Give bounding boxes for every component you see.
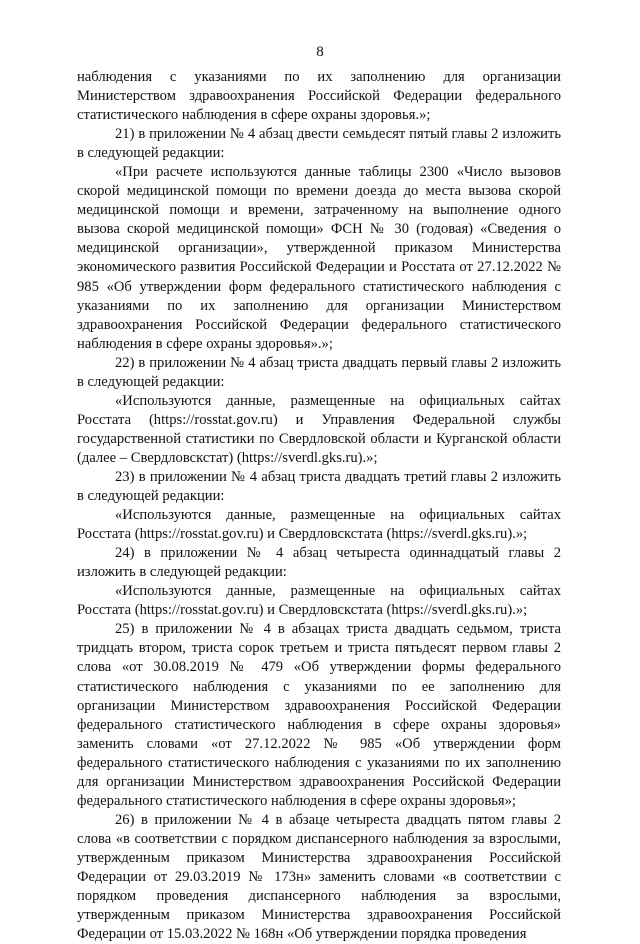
paragraph-quote-23: «Используются данные, размещенные на официальных сайтах Росстата (https://rosstat.gov.ru) и Свердловскстата (https://sverdl.gks.ru).»; xyxy=(77,507,561,543)
paragraph-item-25: 25) в приложении № 4 в абзацах триста двадцать седьмом, триста тридцать втором, триста сорок третьем и триста пятьдесят первом главы 2 слова «от 30.08.2019 № 479 «Об утверждении формы федерального статистического наблюдения с указаниями по ее заполнению для организации Министерством здравоохранения Российской Федерации федерального статистического наблюдения в сфере охраны здоровья» заменить словами «от 27.12.2022 № 985 «Об утверждении форм федерального статистического наблюдения с указаниями по их заполнению для организации Министерством здравоохранения Российской Федерации федерального статистического наблюдения в сфере охраны здоровья»; xyxy=(77,621,561,809)
paragraph-continuation: наблюдения с указаниями по их заполнению для организации Министерством здравоохранения Российской Федерации федерального статистического наблюдения в сфере охраны здоровья.»; xyxy=(77,69,561,124)
paragraph-item-24: 24) в приложении № 4 абзац четыреста одиннадцатый главы 2 изложить в следующей редакции: xyxy=(77,545,561,581)
paragraph-quote-21: «При расчете используются данные таблицы 2300 «Число вызовов скорой медицинской помощи по времени доезда до места вызова скорой медицинской помощи и времени, затраченному на выполнение одного вызова скорой медицинской помощи» ФСН № 30 (годовая) «Сведения о медицинской организации», утвержденной приказом Министерства экономического развития Российской Федерации и Росстата от 27.12.2022 № 985 «Об утверждении форм федерального статистического наблюдения с указаниями по их заполнению для организации Министерством здравоохранения Российской Федерации федерального статистического наблюдения в сфере охраны здоровья».»; xyxy=(77,164,561,352)
document-body xyxy=(77,68,561,944)
paragraph-quote-22: «Используются данные, размещенные на официальных сайтах Росстата (https://rosstat.gov.ru) и Управления Федеральной службы государственной статистики по Свердловской области и Курганской области (далее – Свердловскстат) (https://sverdl.gks.ru).»; xyxy=(77,392,561,466)
paragraph-item-21: 21) в приложении № 4 абзац двести семьдесят пятый главы 2 изложить в следующей редакции: xyxy=(77,126,561,162)
page-number: 8 xyxy=(316,44,324,60)
paragraph-item-22: 22) в приложении № 4 абзац триста двадцать первый главы 2 изложить в следующей редакции: xyxy=(77,354,561,390)
paragraph-quote-24: «Используются данные, размещенные на официальных сайтах Росстата (https://rosstat.gov.ru) и Свердловскстата (https://sverdl.gks.ru).»; xyxy=(77,583,561,619)
paragraph-item-26: 26) в приложении № 4 в абзаце четыреста двадцать пятом главы 2 слова «в соответствии с порядком диспансерного наблюдения за взрослыми, утвержденным приказом Министерства здравоохранения Российской Федерации от 29.03.2019 № 173н» заменить словами «в соответствии с порядком проведения диспансерного наблюдения за взрослыми, утвержденным приказом Министерства здравоохранения Российской Федерации от 15.03.2022 № 168н «Об утверждении порядка проведения xyxy=(77,811,561,943)
paragraph-item-23: 23) в приложении № 4 абзац триста двадцать третий главы 2 изложить в следующей редакции: xyxy=(77,468,561,505)
